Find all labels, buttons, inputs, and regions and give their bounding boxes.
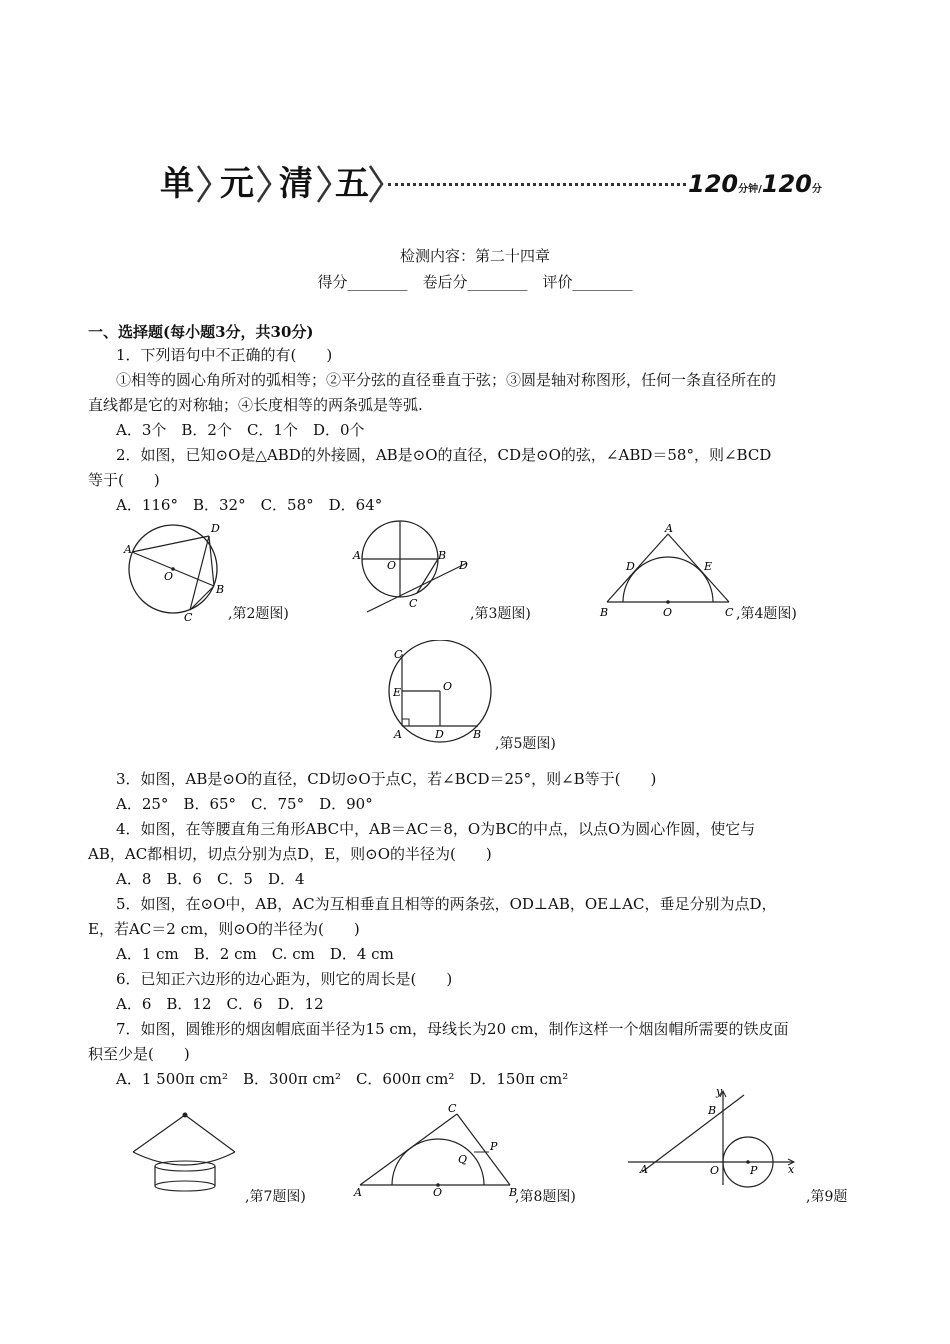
svg-text:D: D (459, 559, 468, 572)
q6-options: A．6 B．12 C．6 D．12 (116, 995, 324, 1013)
figure-4 (595, 522, 740, 620)
svg-text:C: C (725, 606, 734, 619)
q5-line-b: E，若AC＝2 cm，则⊙O的半径为( ) (88, 920, 360, 938)
caption-fig9: ,第9题 (806, 1189, 848, 1205)
title-char-2: 元 (220, 164, 254, 204)
section-title: 一、选择题(每小题3分，共30分) (88, 323, 314, 341)
q6-stem: 6．已知正六边形的边心距为，则它的周长是( ) (116, 970, 453, 988)
svg-text:C: C (409, 597, 418, 610)
header-dotted-line (388, 183, 686, 186)
svg-text:A: A (640, 1163, 648, 1176)
svg-text:y: y (716, 1085, 723, 1098)
svg-text:O: O (433, 1186, 443, 1199)
svg-text:P: P (750, 1164, 758, 1177)
content-line: 检测内容：第二十四章 (399, 247, 550, 265)
q7-line-a: 7．如图，圆锥形的烟囱帽底面半径为15 cm，母线长为20 cm，制作这样一个烟囱帽所需要的铁皮面 (116, 1020, 789, 1038)
caption-fig3: ,第3题图) (470, 606, 531, 622)
q1-line-b: 直线都是它的对称轴；④长度相等的两条弧是等弧. (88, 396, 423, 414)
svg-text:E: E (393, 686, 402, 699)
q4-options: A．8 B．6 C．5 D．4 (116, 870, 305, 888)
svg-text:Q: Q (458, 1153, 468, 1166)
q7-line-b: 积至少是( ) (88, 1045, 190, 1063)
svg-text:O: O (663, 606, 673, 619)
figure-2 (120, 522, 230, 622)
time-score-badge (688, 170, 822, 198)
svg-text:O: O (387, 559, 397, 572)
q3-stem: 3．如图，AB是⊙O的直径，CD切⊙O于点C，若∠BCD＝25°，则∠B等于( ) (116, 770, 657, 788)
title-char-3: 清 (279, 164, 313, 204)
time-number: 120 (688, 170, 739, 198)
svg-text:C: C (184, 611, 193, 622)
figure-8 (350, 1100, 520, 1200)
svg-text:B: B (216, 583, 225, 596)
figure-5 (385, 640, 500, 745)
q2-line-b: 等于( ) (88, 471, 160, 489)
time-unit: 分钟/ (738, 184, 762, 195)
title-char-4: 五 (335, 164, 369, 204)
figure-3 (345, 515, 475, 620)
q2-line-a: 2．如图，已知⊙O是△ABD的外接圆，AB是⊙O的直径，CD是⊙O的弦，∠ABD＝58°，则∠BCD (116, 446, 772, 464)
q7-options: A．1 500π cm² B．300π cm² C．600π cm² D．150π cm² (116, 1070, 569, 1088)
caption-fig2: ,第2题图) (228, 606, 289, 622)
q3-options: A．25° B．65° C．75° D．90° (116, 795, 373, 813)
q5-options: A．1 cm B．2 cm C. cm D．4 cm (116, 945, 394, 963)
svg-text:x: x (788, 1163, 795, 1176)
svg-text:C: C (394, 648, 403, 661)
caption-fig7: ,第7题图) (245, 1189, 306, 1205)
svg-text:E: E (704, 560, 713, 573)
svg-text:B: B (708, 1104, 717, 1117)
figure-9 (620, 1085, 805, 1190)
q1-options: A．3个 B．2个 C．1个 D．0个 (116, 421, 365, 439)
q4-line-a: 4．如图，在等腰直角三角形ABC中，AB＝AC＝8，O为BC的中点，以点O为圆心作圆，使它与 (116, 820, 756, 838)
svg-text:O: O (164, 570, 174, 583)
caption-fig8: ,第8题图) (515, 1189, 576, 1205)
svg-text:O: O (443, 680, 453, 693)
q2-options: A．116° B．32° C．58° D．64° (116, 496, 383, 514)
q1-line-a: ①相等的圆心角所对的弧相等；②平分弦的直径垂直于弦；③圆是轴对称图形，任何一条直径所在的 (116, 371, 777, 389)
svg-text:B: B (438, 549, 447, 562)
svg-text:A: A (354, 1186, 362, 1199)
svg-text:D: D (626, 560, 635, 573)
svg-text:D: D (435, 728, 444, 741)
score-fields: 得分________ 卷后分________ 评价________ (317, 273, 633, 291)
svg-text:A: A (353, 549, 361, 562)
svg-text:B: B (509, 1186, 518, 1199)
svg-text:O: O (710, 1164, 720, 1177)
svg-text:P: P (490, 1140, 498, 1153)
q4-line-b: AB，AC都相切，切点分别为点D，E，则⊙O的半径为( ) (88, 845, 492, 863)
q5-line-a: 5．如图，在⊙O中，AB，AC为互相垂直且相等的两条弦，OD⊥AB，OE⊥AC，垂足分别为点D， (116, 895, 777, 913)
svg-text:A: A (394, 728, 402, 741)
svg-text:D: D (211, 522, 220, 535)
figure-7 (125, 1110, 240, 1195)
svg-text:A: A (665, 522, 673, 535)
title-char-1: 单 (160, 164, 194, 204)
svg-text:C: C (448, 1102, 457, 1115)
score-number: 120 (761, 170, 812, 198)
svg-text:A: A (124, 543, 132, 556)
score-unit: 分 (811, 184, 822, 195)
q1-stem: 1．下列语句中不正确的有( ) (116, 346, 333, 364)
svg-text:B: B (600, 606, 609, 619)
caption-fig5: ,第5题图) (495, 736, 556, 752)
caption-fig4: ,第4题图) (736, 606, 797, 622)
svg-text:B: B (473, 728, 482, 741)
